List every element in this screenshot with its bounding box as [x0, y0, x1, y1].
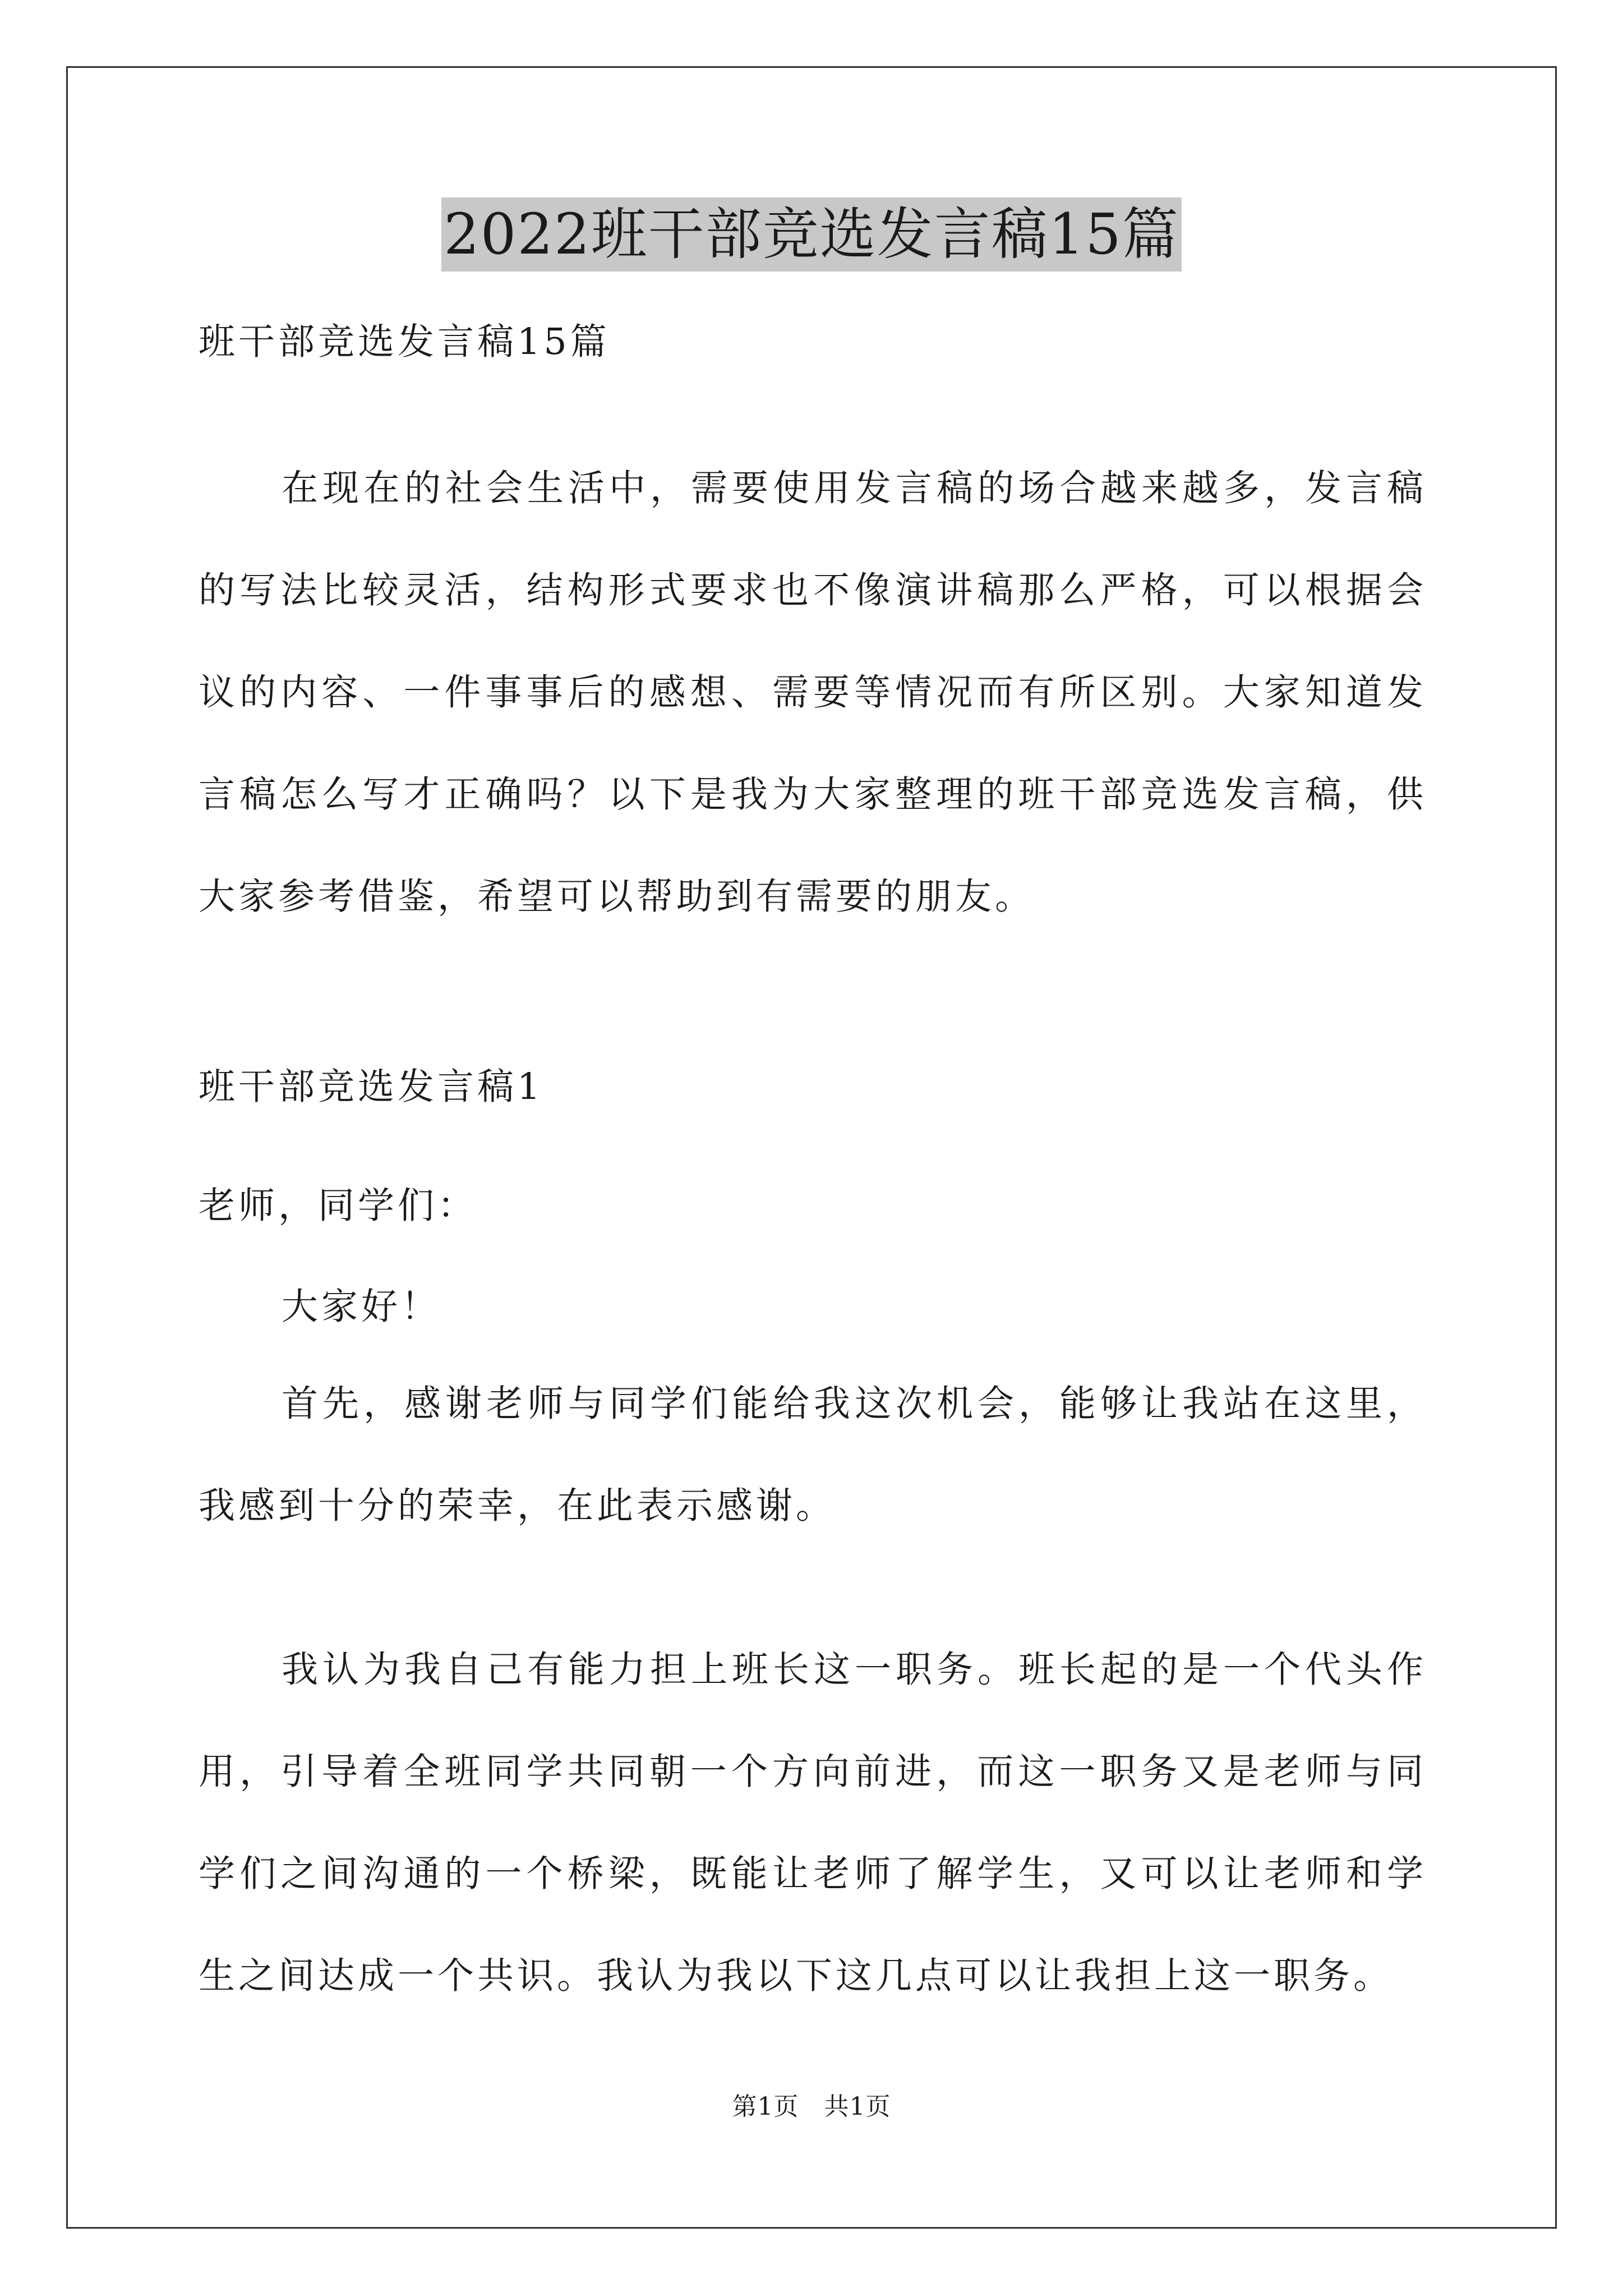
page-footer — [0, 2090, 1623, 2124]
subtitle-block — [199, 314, 1427, 370]
section-heading: 班干部竞选发言稿1 — [199, 1066, 544, 1108]
body-paragraph-2: 我认为我自己有能力担上班长这一职务。班长起的是一个代头作用，引导着全班同学共同朝一个方向前进，而这一职务又是老师与同学们之间沟通的一个桥梁，既能让老师了解学生，又可以让老师和学生之间达成一个共识。我认为我以下这几点可以让我担上这一职务。 — [199, 1649, 1427, 1997]
intro-paragraph: 在现在的社会生活中，需要使用发言稿的场合越来越多，发言稿的写法比较灵活，结构形式要求也不像演讲稿那么严格，可以根据会议的内容、一件事事后的感想、需要等情况而有所区别。大家知道发言稿怎么写才正确吗？以下是我为大家整理的班干部竞选发言稿，供大家参考借鉴，希望可以帮助到有需要的朋友。 — [199, 467, 1427, 918]
page-number: 第1页 — [732, 2092, 799, 2121]
paragraph-2-block — [199, 1619, 1427, 2027]
intro-block — [199, 438, 1427, 948]
document-title: 2022班干部竞选发言稿15篇 — [441, 197, 1182, 272]
document-subtitle: 班干部竞选发言稿15篇 — [199, 321, 610, 363]
title-container — [0, 197, 1623, 272]
section-heading-block — [199, 1059, 1427, 1115]
paragraph-1-block — [199, 1353, 1427, 1557]
body-paragraph-1: 首先，感谢老师与同学们能给我这次机会，能够让我站在这里，我感到十分的荣幸，在此表示感谢。 — [199, 1383, 1427, 1527]
salutation-block — [199, 1178, 1427, 1234]
greeting: 大家好！ — [282, 1286, 441, 1328]
page-total: 共1页 — [824, 2092, 891, 2121]
greeting-block — [199, 1279, 1427, 1335]
salutation: 老师，同学们： — [199, 1185, 478, 1227]
